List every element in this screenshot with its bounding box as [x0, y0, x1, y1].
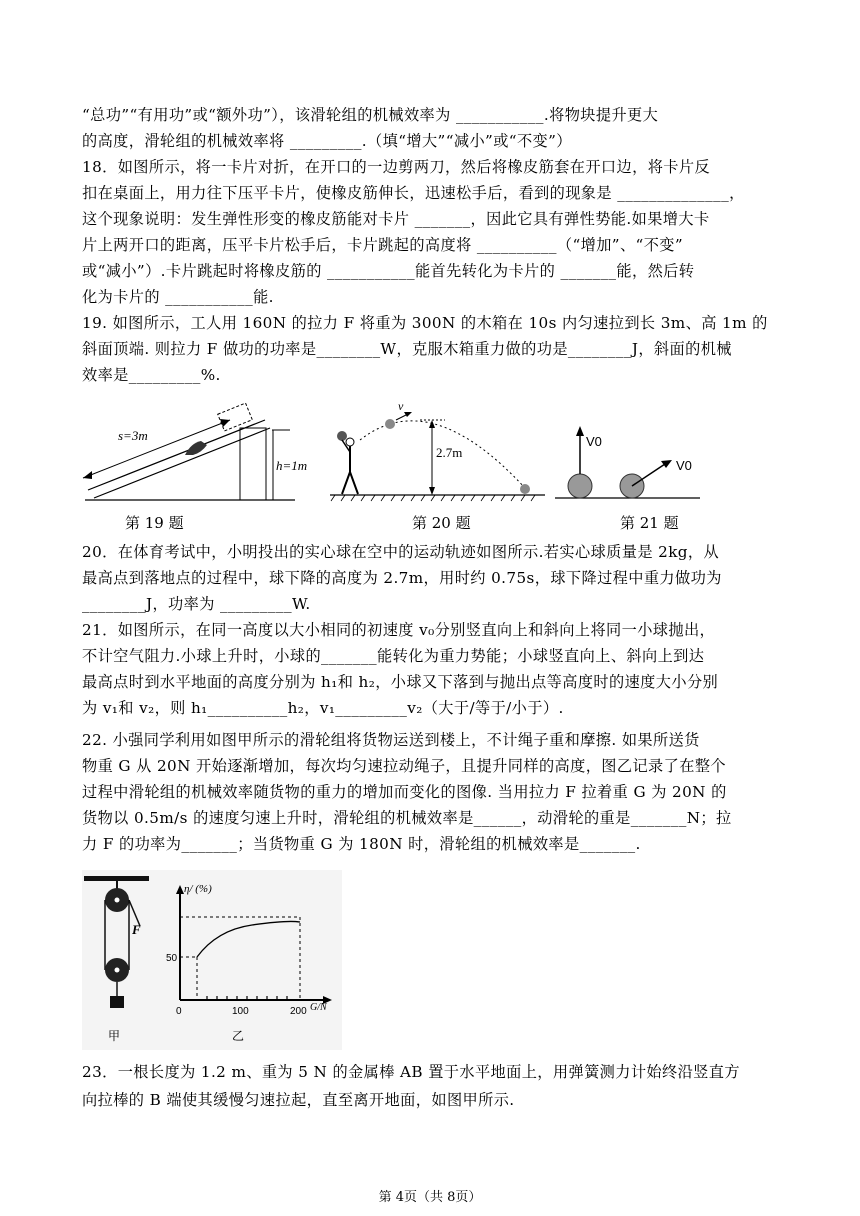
text-line: 货物以 0.5m/s 的速度匀速上升时，滑轮组的机械效率是______，动滑轮的重是_______N；拉 — [82, 809, 732, 827]
text-line: 效率是_________%. — [82, 366, 221, 384]
question-18: 18．如图所示，将一卡片对折，在开口的一边剪两刀，然后将橡皮筋套在开口边，将卡片反 — [82, 158, 711, 176]
caption-q21: 第 21 题 — [620, 514, 679, 532]
text-line: 片上两开口的距离，压平卡片松手后，卡片跳起的高度将 __________（“增加”、“不变” — [82, 236, 684, 254]
text-line: 扣在桌面上，用力往下压平卡片，使橡皮筋伸长，迅速松手后，看到的现象是 ______________， — [82, 184, 745, 202]
text-line: 力 F 的功率为_______；当货物重 G 为 180N 时，滑轮组的机械效率是_______. — [82, 835, 641, 853]
label-jia: 甲 — [108, 1029, 121, 1043]
text-line: 最高点到落地点的过程中，球下降的高度为 2.7m，用时约 0.75s，球下降过程中重力做功为 — [82, 569, 722, 587]
label-yi: 乙 — [232, 1029, 245, 1043]
question-22: 22. 小强同学利用如图甲所示的滑轮组将货物运送到楼上，不计绳子重和摩擦. 如果所送货 — [82, 731, 700, 749]
graph-ylabel: η/ (%) — [184, 883, 212, 895]
text-line: 向拉棒的 B 端使其缓慢匀速拉起，直至离开地面，如图甲所示. — [82, 1091, 515, 1109]
figure-22-pulley-graph — [82, 870, 342, 1050]
figure-20-projectile — [320, 400, 550, 510]
caption-q19: 第 19 题 — [125, 514, 184, 532]
graph-x0: 0 — [176, 1006, 182, 1017]
text-line: “总功”“有用功”或“额外功”），该滑轮组的机械效率为 ___________.将物块提升更大 — [82, 106, 659, 124]
text-line: 化为卡片的 ___________能. — [82, 288, 274, 306]
text-line: 过程中滑轮组的机械效率随货物的重力的增加而变化的图像. 当用拉力 F 拉着重 G 为 20N 的 — [82, 783, 727, 801]
question-20: 20．在体育考试中，小明投出的实心球在空中的运动轨迹如图所示.若实心球质量是 2kg，从 — [82, 543, 720, 561]
graph-x100: 100 — [232, 1006, 249, 1017]
label-v0-oblique: V0 — [676, 458, 692, 473]
label-s: s=3m — [118, 428, 148, 443]
label-height: 2.7m — [436, 445, 463, 460]
text-line: 或“减小”）.卡片跳起时将橡皮筋的 ___________能首先转化为卡片的 _______能，然后转 — [82, 262, 695, 280]
text-line: 最高点时到水平地面的高度分别为 h₁和 h₂，小球又下落到与抛出点等高度时的速度大小分别 — [82, 673, 719, 691]
figure-21-balls — [550, 410, 710, 505]
figure-19-incline — [80, 400, 308, 510]
page-footer: 第 4页（共 8页） — [378, 1190, 482, 1205]
question-21: 21．如图所示，在同一高度以大小相同的初速度 v₀分别竖直向上和斜向上将同一小球抛出， — [82, 621, 716, 639]
text-line: 这个现象说明：发生弹性形变的橡皮筋能对卡片 _______，因此它具有弹性势能.如果增大卡 — [82, 210, 710, 228]
graph-y50: 50 — [166, 953, 178, 964]
label-h: h=1m — [276, 458, 308, 473]
question-23: 23．一根长度为 1.2 m、重为 5 N 的金属棒 AB 置于水平地面上，用弹簧测力计始终沿竖直方 — [82, 1063, 740, 1081]
text-line: 斜面顶端. 则拉力 F 做功的功率是________W，克服木箱重力做的功是________J，斜面的机械 — [82, 340, 732, 358]
label-v0-vertical: V0 — [586, 434, 602, 449]
text-line: 为 v₁和 v₂，则 h₁__________h₂，v₁_________v₂（大于/等于/小于）. — [82, 699, 564, 717]
label-F: F — [132, 922, 141, 937]
graph-xunit: G/N — [310, 1002, 327, 1013]
text-line: 不计空气阻力.小球上升时，小球的_______能转化为重力势能；小球竖直向上、斜向上到达 — [82, 647, 705, 665]
text-line: 物重 G 从 20N 开始逐渐增加，每次均匀速拉动绳子，且提升同样的高度，图乙记录了在整个 — [82, 757, 726, 775]
question-19: 19. 如图所示，工人用 160N 的拉力 F 将重为 300N 的木箱在 10s 内匀速拉到长 3m、高 1m 的 — [82, 314, 768, 332]
caption-q20: 第 20 题 — [412, 514, 471, 532]
graph-x200: 200 — [290, 1006, 307, 1017]
text-line: ________J，功率为 _________W. — [82, 595, 311, 613]
label-v: v — [398, 399, 404, 413]
text-line: 的高度，滑轮组的机械效率将 _________.（填“增大”“减小”或“不变”） — [82, 132, 572, 150]
